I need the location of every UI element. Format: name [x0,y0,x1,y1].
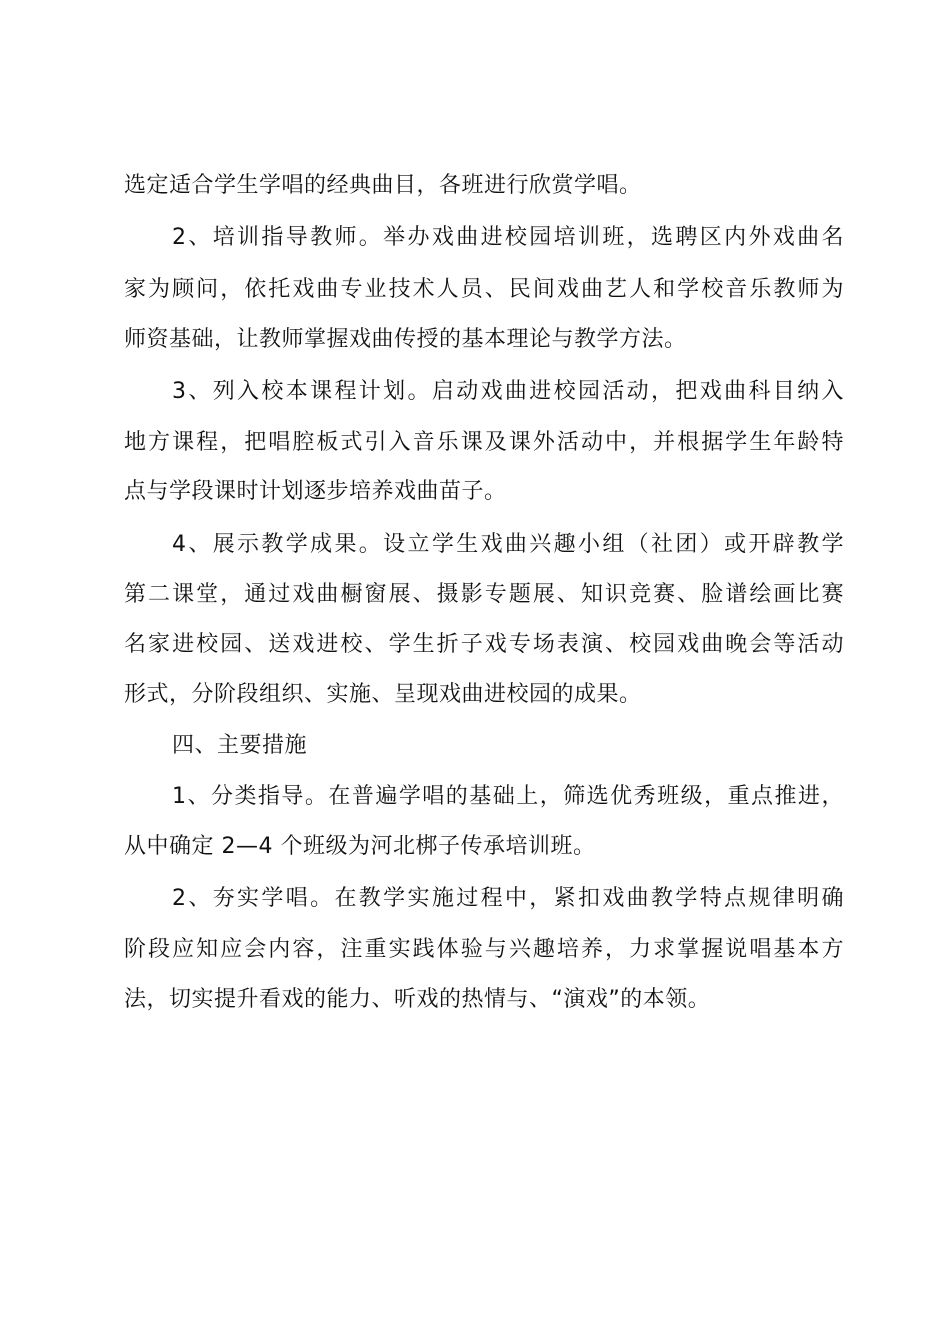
text-line: 师资基础，让教师掌握戏曲传授的基本理论与教学方法。 [124,327,687,352]
paragraph-results-line-1: 4、展示教学成果。设立学生戏曲兴趣小组（社团）或开辟教学 [172,532,844,557]
text-line: 从中确定 2—4 个班级为河北梆子传承培训班。 [124,834,596,859]
text-line: 选定适合学生学唱的经典曲目，各班进行欣赏学唱。 [124,173,642,198]
text-line: 地方课程，把唱腔板式引入音乐课及课外活动中，并根据学生年龄特 [124,430,844,455]
text-line: 阶段应知应会内容，注重实践体验与兴趣培养，力求掌握说唱基本方 [124,937,844,962]
paragraph-teacher-training-line-1: 2、培训指导教师。举办戏曲进校园培训班，选聘区内外戏曲名 [172,225,844,250]
text-line: 形式，分阶段组织、实施、呈现戏曲进校园的成果。 [124,682,642,707]
text-line: 法，切实提升看戏的能力、听戏的热情与、“演戏”的本领。 [124,987,711,1012]
text-line: 第二课堂，通过戏曲橱窗展、摄影专题展、知识竞赛、脸谱绘画比赛 [124,582,844,607]
text-line: 点与学段课时计划逐步培养戏曲苗子。 [124,479,507,504]
paragraph-singing-line-1: 2、夯实学唱。在教学实施过程中，紧扣戏曲教学特点规律明确 [172,886,844,911]
text-line: 名家进校园、送戏进校、学生折子戏专场表演、校园戏曲晚会等活动 [124,632,844,657]
paragraph-guidance-line-1: 1、分类指导。在普遍学唱的基础上，筛选优秀班级，重点推进， [172,784,844,809]
paragraph-curriculum-line-1: 3、列入校本课程计划。启动戏曲进校园活动，把戏曲科目纳入 [172,379,844,404]
text-line: 家为顾问，依托戏曲专业技术人员、民间戏曲艺人和学校音乐教师为 [124,277,844,302]
section-heading: 四、主要措施 [172,733,308,758]
